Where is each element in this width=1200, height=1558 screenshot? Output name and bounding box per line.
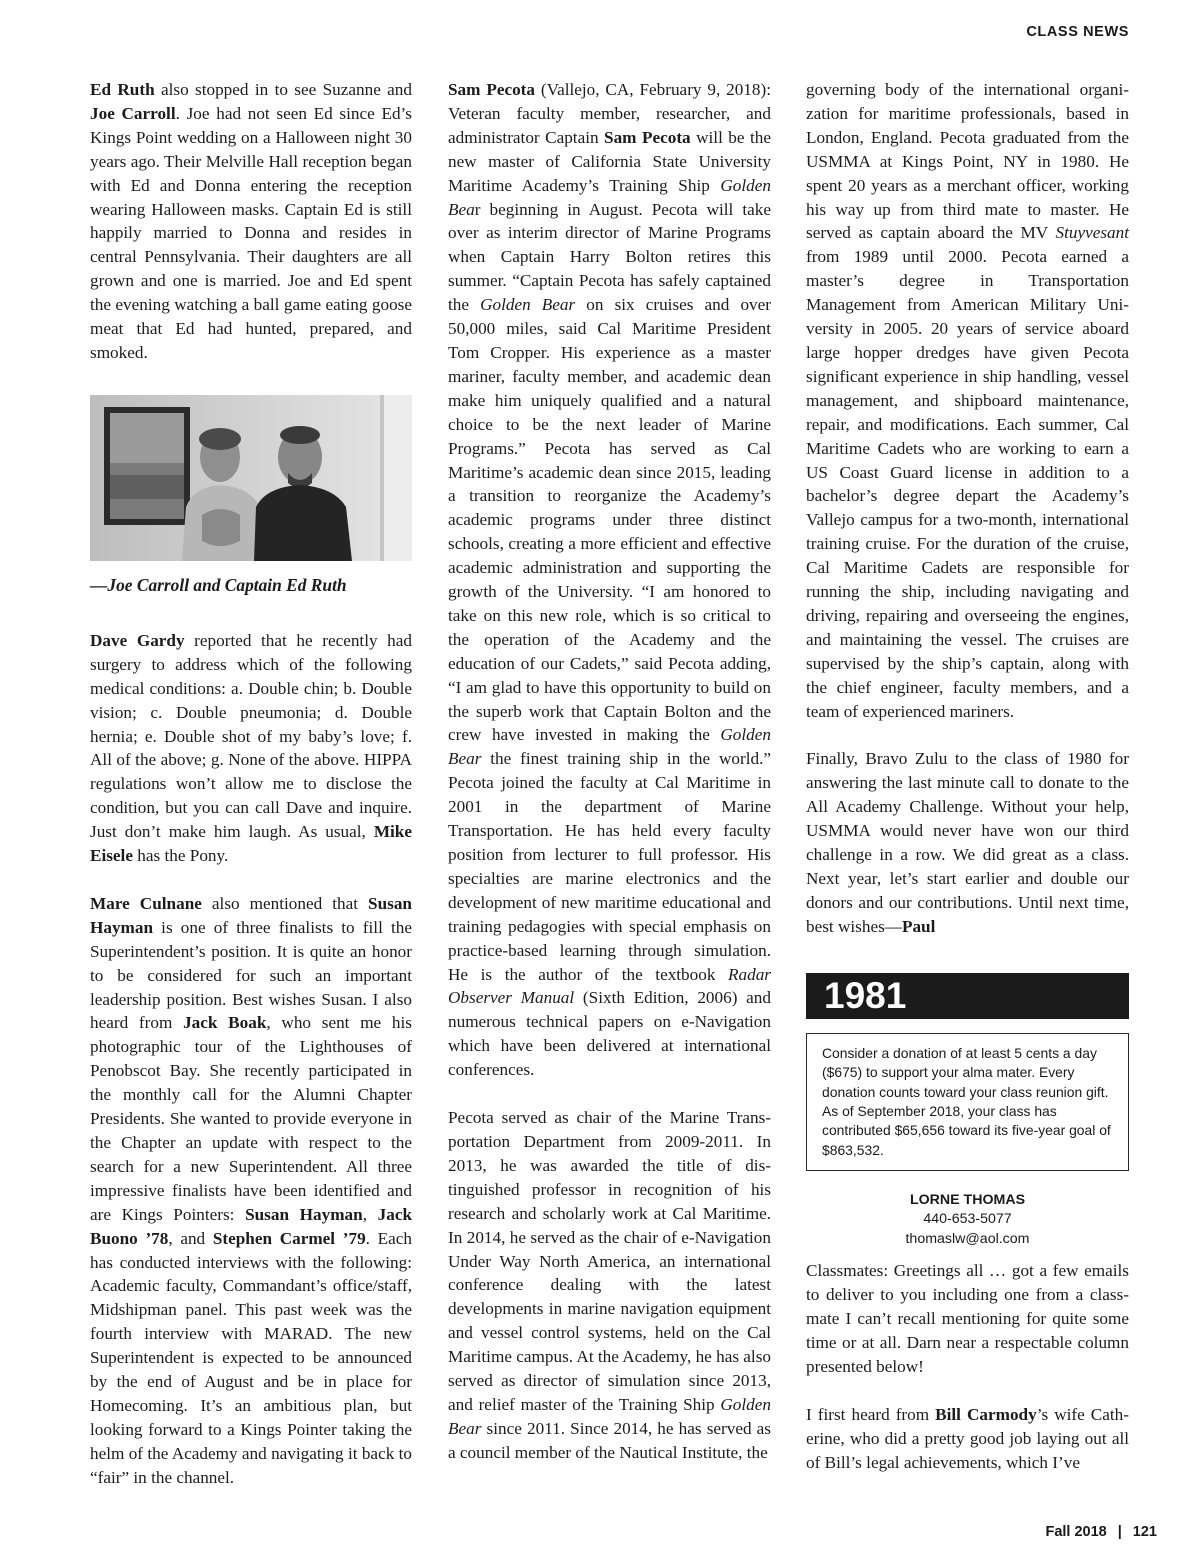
footer-separator: | bbox=[1117, 1524, 1122, 1540]
paragraph-greetings: Classmates: Greetings all … got a few emails to deliver to you including one from a classmate I can’t recall mentioning for quite some time or at all. Darn near a respectable column presented below! bbox=[806, 1261, 1129, 1376]
paragraph-bill-carmody: I first heard from Bill Carmody’s wife Catherine, who did a pretty good job laying out all of Bill’s legal achievements, which I’ve bbox=[806, 1404, 1129, 1472]
photo-caption: —Joe Carroll and Captain Ed Ruth bbox=[90, 574, 347, 595]
paragraph-pecota-continued: governing body of the international organization for maritime professionals, based in London, England. Pecota graduated from the USMMA at Kings Point, NY in 1980. He spent 20 years as a merchant officer, working his way up from third mate to master. He served as captain aboard the MV Stuyvesant from 1989 until 2000. Pecota earned a master’s degree in Transportation Management from American Military University in 2005. 20 years of service aboard large hopper dredges have given Pecota significant experience in ship handling, vessel management, and shipboard maintenance, repair, and modifications. Each summer, Cal Maritime Cadets who are working to earn a US Coast Guard license in addition to a bachelor’s degree depart the Academy’s Vallejo campus for a two-month, international training cruise. For the duration of the cruise, Cal Maritime Cadets are responsible for running the ship, including navigating and driving, repairing and overseeing the engines, and maintaining the vessel. The cruises are supervised by the ship’s captain, along with the chief engineer, faculty members, and a team of experienced mariners. bbox=[806, 80, 1129, 721]
paragraph-sam-pecota: Sam Pecota (Vallejo, CA, February 9, 2018): Veteran faculty member, researcher, and administrator Captain Sam Pecota will be the new master of California State University Maritime Academy’s Training Ship Golden Bear beginning in August. Pecota will take over as interim director of Marine Programs when Captain Harry Bolton retires this summer. “Captain Pecota has safely captained the Golden Bear on six cruises and over 50,000 miles, said Cal Maritime President Tom Cropper. His experience as a master mariner, faculty member, and academic dean make him uniquely qualified and a natural choice to be the next leader of Marine Programs.” Pecota has served as Cal Maritime’s academic dean since 2015, leading a transition to reorganize the Academy’s academic programs under three distinct schools, creating a more efficient and effective academic administration and supporting the growth of the University. “I am honored to take on this new role, which is so critical to the operation of the Academy and the education of our Cadets,” said Pecota adding, “I am glad to have this opportunity to build on the superb work that Captain Bolton and the crew have invested in making the Golden Bear the finest training ship in the world.” Pecota joined the faculty at Cal Maritime in 2001 in the department of Marine Transportation. He has held every faculty position from lecturer to full professor. His specialties are marine electronics and the development of new maritime educational and training pedagogies with special emphasis on practice-based learning through simulation. He is the author of the textbook Radar Observer Manual (Sixth Edition, 2006) and numerous technical papers on e-Navigation which have been delivered at international conferences. bbox=[448, 80, 771, 1080]
paragraph-bravo-zulu: Finally, Bravo Zulu to the class of 1980 for answering the last minute call to donate to the All Academy Challenge. Without your help, USMMA would never have won our third challenge in a row. We did great as a class. Next year, let’s start earlier and double our donors and our contributions. Until next time, best wishes—Paul bbox=[806, 749, 1129, 936]
column-1 bbox=[90, 78, 412, 1490]
section-header: CLASS NEWS bbox=[1026, 24, 1129, 40]
column-3 bbox=[806, 78, 1129, 1474]
contact-phone: 440-653-5077 bbox=[923, 1211, 1012, 1228]
photo-image bbox=[90, 395, 412, 561]
paragraph-ed-ruth: Ed Ruth also stopped in to see Suzanne and Joe Carroll. Joe had not seen Ed since Ed’s Kings Point wedding on a Halloween night 30 years ago. Their Melville Hall reception began with Ed and Donna entering the reception wearing Halloween masks. Captain Ed is still happily married to Donna and resides in central Pennsylvania. Their daughters are all grown and one is married. Joe and Ed spent the evening watching a ball game eating goose meat that Ed had hunted, prepared, and smoked. bbox=[90, 80, 412, 362]
photo-joe-carroll-ed-ruth bbox=[90, 395, 412, 561]
contact-email: thomaslw@aol.com bbox=[905, 1230, 1030, 1247]
page-number: 121 bbox=[1132, 1524, 1157, 1540]
class-contact bbox=[806, 1191, 1129, 1250]
donation-notice-box: Consider a donation of at least 5 cents a day ($675) to support your alma mater. Every donation counts toward your class reunion gift. As of September 2018, your class has contributed $65,656 toward its five-year goal of $863,532. bbox=[806, 1033, 1129, 1171]
issue-label: Fall 2018 bbox=[1045, 1524, 1107, 1540]
page-footer bbox=[1045, 1524, 1157, 1540]
column-2 bbox=[448, 78, 771, 1465]
paragraph-mare-culnane: Mare Culnane also mentioned that Susan Hayman is one of three finalists to fill the Superintendent’s position. It is quite an honor to be considered for such an important leadership position. Best wishes Susan. I also heard from Jack Boak, who sent me his photographic tour of the Lighthouses of Penobscot Bay. She recently participated in the monthly call for the Alumni Chapter Presidents. She wanted to provide everyone in the Chapter an update with respect to the search for a new Superintendent. All three impressive finalists have been identified and are Kings Pointers: Susan Hayman, Jack Buono ’78, and Stephen Carmel ’79. Each has conducted interviews with the following: Academic faculty, Commandant’s office/staff, Midshipman panel. This past week was the fourth interview with MARAD. The new Superintendent is expected to be announced by the end of August and be in place for Homecoming. It’s an ambitious plan, but looking forward to a Kings Pointer taking the helm of the Academy and navigating it back to “fair” in the channel. bbox=[90, 893, 412, 1487]
paragraph-pecota-chair: Pecota served as chair of the Marine Transportation Department from 2009-2011. In 2013, he was awarded the title of distinguished professor in recognition of his research and scholarly work at Cal Maritime. In 2014, he served as the chair of e-Navigation Under Way North America, an international conference dealing with the latest developments in marine navigation equipment and vessel control systems, held on the Cal Maritime campus. At the Academy, he has also served as director of simulation since 2013, and relief master of the Training Ship Golden Bear since 2011. Since 2014, he has served as a council member of the Nautical Institute, the bbox=[448, 1108, 771, 1462]
contact-name: LORNE THOMAS bbox=[909, 1191, 1026, 1208]
class-year-banner: 1981 bbox=[806, 973, 1129, 1019]
paragraph-dave-gardy: Dave Gardy reported that he recently had surgery to address which of the following medical conditions: a. Double chin; b. Double vision; c. Double pneumonia; d. Double hernia; e. Double shot of my baby’s love; f. All of the above; g. None of the above. HIPPA regulations won’t allow me to disclose the condition, but you can call Dave and inquire. Just don’t make him laugh. As usual, Mike Eisele has the Pony. bbox=[90, 630, 412, 866]
